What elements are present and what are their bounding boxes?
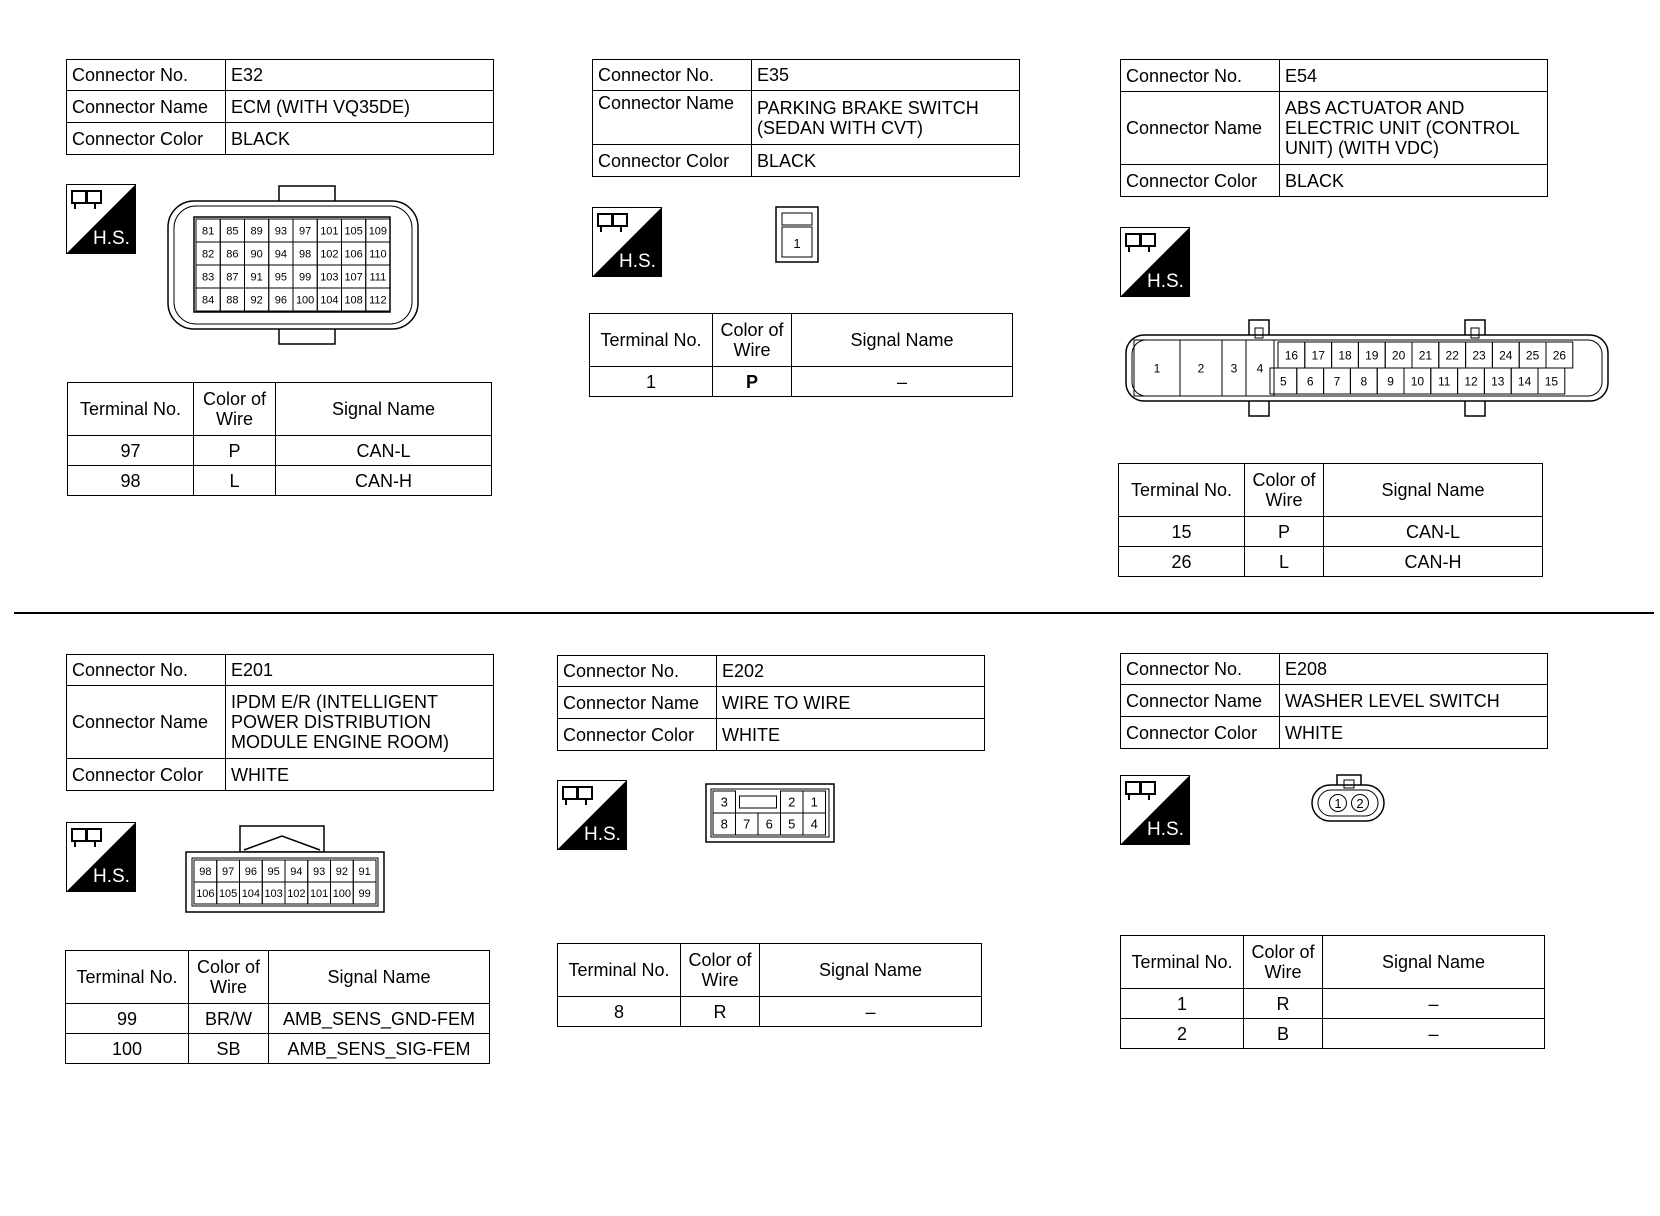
terminal-no: 100: [66, 1034, 189, 1064]
pin-105: 105: [218, 887, 238, 900]
pin-94: 94: [290, 865, 303, 878]
hs-badge-label: H.S.: [93, 866, 130, 887]
hs-badge-label: H.S.: [1147, 819, 1184, 840]
label-connector-name: Connector Name: [67, 686, 226, 759]
pin-6: 6: [765, 816, 773, 832]
label-connector-no: Connector No.: [1121, 654, 1280, 685]
connector-color-value: BLACK: [1280, 165, 1548, 197]
wire-color: P: [713, 367, 792, 397]
label-connector-name: Connector Name: [593, 91, 752, 145]
connector-color-value: BLACK: [752, 145, 1020, 177]
label-connector-name: Connector Name: [67, 91, 226, 123]
pin-93: 93: [313, 865, 326, 878]
terminal-no: 98: [68, 466, 194, 496]
pin-22: 22: [1445, 348, 1459, 363]
signal-name: CAN-H: [1324, 547, 1543, 577]
connector-name-value: IPDM E/R (INTELLIGENT POWER DISTRIBUTION MODULE ENGINE ROOM): [226, 686, 494, 759]
pin-25: 25: [1525, 348, 1540, 363]
terminal-no-header: Terminal No.: [68, 383, 194, 436]
pin-4: 4: [810, 816, 818, 832]
pin-11: 11: [1437, 374, 1451, 389]
connector-no-value: E201: [226, 655, 494, 686]
signal-name: AMB_SENS_SIG-FEM: [269, 1034, 490, 1064]
pin-2: 2: [1197, 361, 1205, 376]
pin-83: 83: [202, 271, 215, 284]
pin-92: 92: [335, 865, 348, 878]
label-connector-color: Connector Color: [558, 719, 717, 751]
pin-21: 21: [1418, 348, 1433, 363]
terminal-no-header: Terminal No.: [558, 944, 681, 997]
harness-side-icon: [592, 207, 662, 277]
wire-color: R: [681, 997, 760, 1027]
section-divider: [14, 612, 1654, 614]
terminal-no: 1: [1121, 989, 1244, 1019]
connector-color-value: WHITE: [226, 759, 494, 791]
terminal-no: 1: [590, 367, 713, 397]
wire-color: L: [1245, 547, 1324, 577]
pin-6: 6: [1306, 374, 1314, 389]
connector-color-value: WHITE: [1280, 717, 1548, 749]
connector-no-value: E32: [226, 60, 494, 91]
pin-8: 8: [1360, 374, 1368, 389]
terminal-no: 99: [66, 1004, 189, 1034]
pin-106: 106: [196, 887, 215, 900]
pin-2: 2: [788, 794, 796, 810]
pin-5: 5: [1280, 374, 1287, 389]
pin-3: 3: [720, 794, 728, 810]
pin-100: 100: [332, 887, 352, 900]
pin-1: 1: [810, 794, 818, 810]
pin-3: 3: [1230, 361, 1238, 376]
connector-face-e54: [1124, 318, 1612, 420]
color-of-wire-header: Color of Wire: [189, 951, 269, 1004]
connector-info-e208: [1120, 653, 1548, 749]
label-connector-no: Connector No.: [558, 656, 717, 687]
color-of-wire-header: Color of Wire: [1244, 936, 1323, 989]
pin-99: 99: [299, 271, 312, 284]
signal-name-header: Signal Name: [276, 383, 492, 436]
signal-name-header: Signal Name: [760, 944, 982, 997]
pin-7: 7: [743, 816, 751, 832]
connector-color-value: BLACK: [226, 123, 494, 155]
pin-103: 103: [320, 271, 339, 284]
pin-24: 24: [1499, 348, 1513, 363]
label-connector-color: Connector Color: [1121, 165, 1280, 197]
terminal-no-header: Terminal No.: [66, 951, 189, 1004]
pin-111: 111: [369, 271, 387, 284]
signal-name: CAN-L: [1324, 517, 1543, 547]
terminal-no: 2: [1121, 1019, 1244, 1049]
pin-23: 23: [1472, 348, 1486, 363]
pin-109: 109: [368, 225, 388, 238]
connector-color-value: WHITE: [717, 719, 985, 751]
wire-color: B: [1244, 1019, 1323, 1049]
pin-101: 101: [309, 887, 329, 900]
pin-97: 97: [299, 225, 312, 238]
wire-color: P: [194, 436, 276, 466]
pin-7: 7: [1333, 374, 1341, 389]
pin-91: 91: [358, 865, 371, 878]
wire-color: P: [1245, 517, 1324, 547]
terminal-table-e32: [67, 382, 492, 496]
label-connector-name: Connector Name: [558, 687, 717, 719]
harness-side-icon: [66, 184, 136, 254]
pin-19: 19: [1365, 348, 1379, 363]
color-of-wire-header: Color of Wire: [681, 944, 760, 997]
label-connector-no: Connector No.: [593, 60, 752, 91]
signal-name-header: Signal Name: [269, 951, 490, 1004]
hs-badge-label: H.S.: [93, 228, 130, 249]
pin-81: 81: [202, 225, 215, 238]
pin-20: 20: [1391, 348, 1406, 363]
terminal-no: 15: [1119, 517, 1245, 547]
pin-98: 98: [299, 248, 312, 261]
pin-8: 8: [720, 816, 728, 832]
color-of-wire-header: Color of Wire: [713, 314, 792, 367]
connector-face-e202: [704, 782, 836, 844]
connector-face-e201: [184, 824, 388, 916]
pin-99: 99: [358, 887, 371, 900]
terminal-no: 8: [558, 997, 681, 1027]
connector-name-value: ABS ACTUATOR AND ELECTRIC UNIT (CONTROL UNIT) (WITH VDC): [1280, 92, 1548, 165]
pin-95: 95: [267, 865, 280, 878]
harness-side-icon: [557, 780, 627, 850]
label-connector-name: Connector Name: [1121, 92, 1280, 165]
pin-90: 90: [250, 248, 263, 261]
signal-name: –: [1323, 989, 1545, 1019]
connector-info-e32: [66, 59, 494, 155]
pin-93: 93: [274, 225, 287, 238]
label-connector-color: Connector Color: [593, 145, 752, 177]
pin-97: 97: [222, 865, 235, 878]
terminal-no-header: Terminal No.: [1119, 464, 1245, 517]
pin-110: 110: [369, 248, 387, 261]
pin-12: 12: [1464, 374, 1478, 389]
signal-name: –: [760, 997, 982, 1027]
hs-badge-label: H.S.: [619, 251, 656, 272]
label-connector-name: Connector Name: [1121, 685, 1280, 717]
hs-badge-label: H.S.: [1147, 271, 1184, 292]
pin-4: 4: [1256, 361, 1264, 376]
pin-84: 84: [202, 294, 215, 307]
connector-no-value: E54: [1280, 60, 1548, 92]
signal-name: –: [792, 367, 1013, 397]
e208-pin-1: 1: [1334, 796, 1342, 811]
wire-color: BR/W: [189, 1004, 269, 1034]
signal-name-header: Signal Name: [1323, 936, 1545, 989]
terminal-table-e201: [65, 950, 490, 1064]
pin-86: 86: [226, 248, 239, 261]
pin-85: 85: [226, 225, 239, 238]
terminal-no-header: Terminal No.: [1121, 936, 1244, 989]
pin-87: 87: [226, 271, 239, 284]
pin-96: 96: [244, 865, 257, 878]
hs-badge-label: H.S.: [584, 824, 621, 845]
terminal-no-header: Terminal No.: [590, 314, 713, 367]
wire-color: SB: [189, 1034, 269, 1064]
connector-name-value: ECM (WITH VQ35DE): [226, 91, 494, 123]
signal-name: AMB_SENS_GND-FEM: [269, 1004, 490, 1034]
pin-14: 14: [1517, 374, 1532, 389]
harness-side-icon: [1120, 227, 1190, 297]
harness-side-icon: [1120, 775, 1190, 845]
connector-info-e35: [592, 59, 1020, 177]
label-connector-no: Connector No.: [67, 655, 226, 686]
terminal-table-e35: [589, 313, 1013, 397]
connector-info-e202: [557, 655, 985, 751]
connector-no-value: E35: [752, 60, 1020, 91]
color-of-wire-header: Color of Wire: [1245, 464, 1324, 517]
pin-102: 102: [320, 248, 339, 261]
pin-98: 98: [199, 865, 212, 878]
pin-104: 104: [320, 294, 339, 307]
pin-5: 5: [788, 816, 796, 832]
pin-17: 17: [1311, 348, 1325, 363]
terminal-table-e202: [557, 943, 982, 1027]
connector-name-value: WASHER LEVEL SWITCH: [1280, 685, 1548, 717]
signal-name: –: [1323, 1019, 1545, 1049]
label-connector-color: Connector Color: [67, 759, 226, 791]
connector-name-value: WIRE TO WIRE: [717, 687, 985, 719]
terminal-table-e54: [1118, 463, 1543, 577]
pin-15: 15: [1544, 374, 1559, 389]
connector-no-value: E208: [1280, 654, 1548, 685]
pin-1: 1: [1153, 361, 1161, 376]
pin-16: 16: [1284, 348, 1299, 363]
connector-info-e54: [1120, 59, 1548, 197]
label-connector-no: Connector No.: [67, 60, 226, 91]
pin-112: 112: [369, 294, 387, 307]
terminal-no: 97: [68, 436, 194, 466]
label-connector-color: Connector Color: [1121, 717, 1280, 749]
pin-101: 101: [320, 225, 339, 238]
terminal-table-e208: [1120, 935, 1545, 1049]
pin-102: 102: [287, 887, 306, 900]
pin-18: 18: [1338, 348, 1352, 363]
signal-name: CAN-H: [276, 466, 492, 496]
connector-face-e32: [166, 184, 422, 346]
pin-91: 91: [250, 271, 263, 284]
connector-no-value: E202: [717, 656, 985, 687]
pin-92: 92: [250, 294, 263, 307]
wire-color: R: [1244, 989, 1323, 1019]
connector-name-value: PARKING BRAKE SWITCH (SEDAN WITH CVT): [752, 91, 1020, 145]
e208-pin-2: 2: [1356, 796, 1364, 811]
pin-103: 103: [264, 887, 283, 900]
terminal-no: 26: [1119, 547, 1245, 577]
pin-108: 108: [344, 294, 363, 307]
connector-info-e201: [66, 654, 494, 791]
label-connector-no: Connector No.: [1121, 60, 1280, 92]
connector-face-e208: [1310, 773, 1388, 827]
pin-26: 26: [1552, 348, 1567, 363]
pin-104: 104: [241, 887, 261, 900]
signal-name-header: Signal Name: [1324, 464, 1543, 517]
label-connector-color: Connector Color: [67, 123, 226, 155]
pin-100: 100: [295, 294, 315, 307]
connector-face-e35: [774, 205, 822, 265]
pin-9: 9: [1387, 374, 1394, 389]
pin-107: 107: [344, 271, 363, 284]
signal-name: CAN-L: [276, 436, 492, 466]
signal-name-header: Signal Name: [792, 314, 1013, 367]
pin-95: 95: [274, 271, 287, 284]
pin-94: 94: [274, 248, 287, 261]
wire-color: L: [194, 466, 276, 496]
pin-10: 10: [1410, 374, 1425, 389]
pin-96: 96: [274, 294, 287, 307]
pin-82: 82: [202, 248, 215, 261]
pin-105: 105: [344, 225, 363, 238]
pin-89: 89: [250, 225, 263, 238]
e35-pin-1: 1: [793, 236, 801, 251]
pin-88: 88: [226, 294, 239, 307]
color-of-wire-header: Color of Wire: [194, 383, 276, 436]
pin-106: 106: [344, 248, 363, 261]
pin-13: 13: [1491, 374, 1505, 389]
harness-side-icon: [66, 822, 136, 892]
